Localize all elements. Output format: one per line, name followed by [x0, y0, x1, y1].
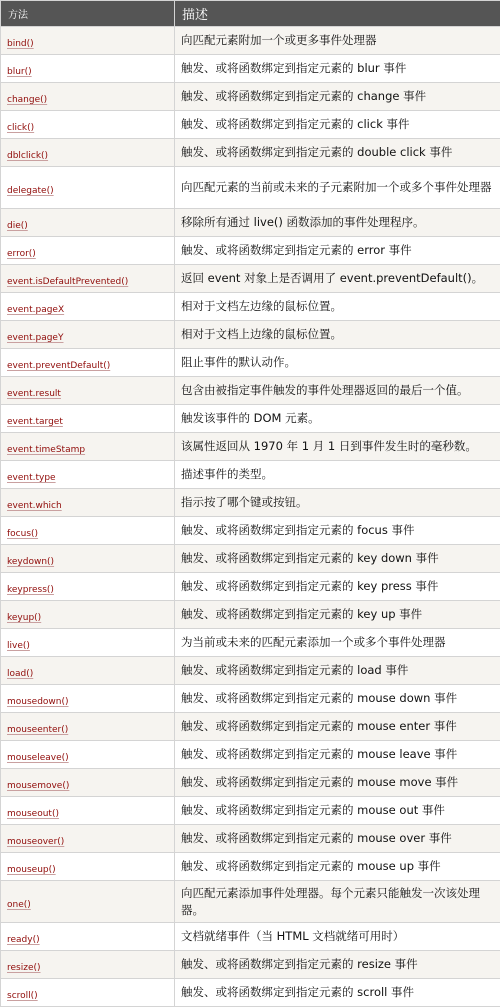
- method-link[interactable]: mousemove(): [7, 781, 69, 791]
- table-row: [1, 769, 500, 797]
- description-cell: 向匹配元素附加一个或更多事件处理器: [175, 27, 500, 55]
- table-row: [1, 629, 500, 657]
- method-link[interactable]: event.isDefaultPrevented(): [7, 277, 128, 287]
- method-link[interactable]: event.pageY: [7, 333, 63, 343]
- method-cell: [1, 951, 175, 979]
- method-link[interactable]: event.timeStamp: [7, 445, 85, 455]
- method-cell: [1, 657, 175, 685]
- table-row: [1, 741, 500, 769]
- method-cell: [1, 881, 175, 923]
- method-link[interactable]: mouseenter(): [7, 725, 68, 735]
- table-row: [1, 209, 500, 237]
- description-cell: 触发、或将函数绑定到指定元素的 mouse over 事件: [175, 825, 500, 853]
- table-row: [1, 83, 500, 111]
- method-link[interactable]: resize(): [7, 963, 41, 973]
- method-column-header: 方法: [1, 1, 175, 27]
- method-link[interactable]: one(): [7, 900, 31, 910]
- description-cell: 该属性返回从 1970 年 1 月 1 日到事件发生时的毫秒数。: [175, 433, 500, 461]
- method-link[interactable]: dblclick(): [7, 151, 48, 161]
- table-row: [1, 825, 500, 853]
- method-cell: [1, 321, 175, 349]
- method-cell: [1, 237, 175, 265]
- table-row: [1, 797, 500, 825]
- table-row: [1, 573, 500, 601]
- description-cell: 触发、或将函数绑定到指定元素的 load 事件: [175, 657, 500, 685]
- table-row: [1, 923, 500, 951]
- method-cell: [1, 405, 175, 433]
- method-link[interactable]: change(): [7, 95, 47, 105]
- method-cell: [1, 769, 175, 797]
- method-link[interactable]: event.which: [7, 501, 62, 511]
- method-cell: [1, 825, 175, 853]
- table-row: [1, 111, 500, 139]
- description-cell: 相对于文档左边缘的鼠标位置。: [175, 293, 500, 321]
- method-link[interactable]: keypress(): [7, 585, 54, 595]
- method-link[interactable]: bind(): [7, 39, 34, 49]
- table-row: [1, 881, 500, 923]
- description-cell: 触发、或将函数绑定到指定元素的 change 事件: [175, 83, 500, 111]
- description-cell: 文档就绪事件（当 HTML 文档就绪可用时）: [175, 923, 500, 951]
- method-cell: [1, 83, 175, 111]
- method-cell: [1, 517, 175, 545]
- method-cell: [1, 139, 175, 167]
- description-cell: 触发、或将函数绑定到指定元素的 key down 事件: [175, 545, 500, 573]
- description-cell: 触发、或将函数绑定到指定元素的 mouse down 事件: [175, 685, 500, 713]
- method-link[interactable]: live(): [7, 641, 30, 651]
- table-row: [1, 377, 500, 405]
- table-row: [1, 27, 500, 55]
- table-body: [1, 27, 500, 1007]
- description-cell: 返回 event 对象上是否调用了 event.preventDefault()。: [175, 265, 500, 293]
- method-cell: [1, 601, 175, 629]
- description-cell: 触发、或将函数绑定到指定元素的 mouse enter 事件: [175, 713, 500, 741]
- method-cell: [1, 923, 175, 951]
- description-cell: 触发、或将函数绑定到指定元素的 key press 事件: [175, 573, 500, 601]
- method-link[interactable]: mousedown(): [7, 697, 69, 707]
- method-cell: [1, 27, 175, 55]
- method-link[interactable]: focus(): [7, 529, 38, 539]
- method-cell: [1, 741, 175, 769]
- description-cell: 触发、或将函数绑定到指定元素的 mouse move 事件: [175, 769, 500, 797]
- table-row: [1, 139, 500, 167]
- method-cell: [1, 167, 175, 209]
- method-link[interactable]: event.preventDefault(): [7, 361, 110, 371]
- description-cell: 触发、或将函数绑定到指定元素的 mouse up 事件: [175, 853, 500, 881]
- description-cell: 触发该事件的 DOM 元素。: [175, 405, 500, 433]
- method-link[interactable]: ready(): [7, 935, 40, 945]
- description-cell: 触发、或将函数绑定到指定元素的 blur 事件: [175, 55, 500, 83]
- description-cell: 触发、或将函数绑定到指定元素的 resize 事件: [175, 951, 500, 979]
- method-link[interactable]: error(): [7, 249, 36, 259]
- method-cell: [1, 853, 175, 881]
- method-cell: [1, 685, 175, 713]
- description-cell: 触发、或将函数绑定到指定元素的 scroll 事件: [175, 979, 500, 1007]
- table-row: [1, 489, 500, 517]
- method-cell: [1, 377, 175, 405]
- method-link[interactable]: event.pageX: [7, 305, 64, 315]
- table-row: [1, 405, 500, 433]
- description-cell: 触发、或将函数绑定到指定元素的 double click 事件: [175, 139, 500, 167]
- method-link[interactable]: load(): [7, 669, 33, 679]
- method-cell: [1, 349, 175, 377]
- method-cell: [1, 461, 175, 489]
- table-row: [1, 657, 500, 685]
- description-cell: 触发、或将函数绑定到指定元素的 focus 事件: [175, 517, 500, 545]
- description-cell: 触发、或将函数绑定到指定元素的 mouse leave 事件: [175, 741, 500, 769]
- description-cell: 为当前或未来的匹配元素添加一个或多个事件处理器: [175, 629, 500, 657]
- table-row: [1, 237, 500, 265]
- description-cell: 移除所有通过 live() 函数添加的事件处理程序。: [175, 209, 500, 237]
- table-row: [1, 167, 500, 209]
- method-link[interactable]: delegate(): [7, 186, 54, 196]
- table-row: [1, 55, 500, 83]
- method-link[interactable]: keyup(): [7, 613, 41, 623]
- method-link[interactable]: die(): [7, 221, 28, 231]
- method-link[interactable]: keydown(): [7, 557, 54, 567]
- method-cell: [1, 111, 175, 139]
- table-row: [1, 685, 500, 713]
- table-row: [1, 293, 500, 321]
- method-link[interactable]: click(): [7, 123, 34, 133]
- table-header-row: [1, 1, 500, 27]
- method-link[interactable]: event.target: [7, 417, 63, 427]
- table-row: [1, 461, 500, 489]
- description-cell: 包含由被指定事件触发的事件处理器返回的最后一个值。: [175, 377, 500, 405]
- method-link[interactable]: mouseleave(): [7, 753, 69, 763]
- method-cell: [1, 545, 175, 573]
- method-cell: [1, 433, 175, 461]
- table-row: [1, 951, 500, 979]
- description-cell: 触发、或将函数绑定到指定元素的 error 事件: [175, 237, 500, 265]
- method-link[interactable]: event.result: [7, 389, 61, 399]
- method-link[interactable]: blur(): [7, 67, 32, 77]
- method-cell: [1, 629, 175, 657]
- method-cell: [1, 209, 175, 237]
- method-cell: [1, 797, 175, 825]
- description-cell: 向匹配元素添加事件处理器。每个元素只能触发一次该处理器。: [175, 881, 500, 923]
- table-row: [1, 853, 500, 881]
- method-cell: [1, 265, 175, 293]
- description-cell: 触发、或将函数绑定到指定元素的 mouse out 事件: [175, 797, 500, 825]
- method-cell: [1, 573, 175, 601]
- method-cell: [1, 489, 175, 517]
- description-cell: 向匹配元素的当前或未来的子元素附加一个或多个事件处理器: [175, 167, 500, 209]
- table-row: [1, 265, 500, 293]
- table-row: [1, 517, 500, 545]
- table-row: [1, 713, 500, 741]
- method-link[interactable]: mouseout(): [7, 809, 59, 819]
- table-row: [1, 433, 500, 461]
- description-cell: 相对于文档上边缘的鼠标位置。: [175, 321, 500, 349]
- method-link[interactable]: mouseup(): [7, 865, 56, 875]
- table-row: [1, 349, 500, 377]
- description-column-header: 描述: [175, 1, 500, 27]
- method-link[interactable]: mouseover(): [7, 837, 64, 847]
- method-cell: [1, 293, 175, 321]
- method-link[interactable]: event.type: [7, 473, 56, 483]
- method-cell: [1, 979, 175, 1007]
- method-cell: [1, 55, 175, 83]
- method-link[interactable]: scroll(): [7, 991, 38, 1001]
- description-cell: 描述事件的类型。: [175, 461, 500, 489]
- description-cell: 阻止事件的默认动作。: [175, 349, 500, 377]
- table-row: [1, 601, 500, 629]
- table-row: [1, 321, 500, 349]
- description-cell: 触发、或将函数绑定到指定元素的 key up 事件: [175, 601, 500, 629]
- method-cell: [1, 713, 175, 741]
- table-row: [1, 979, 500, 1007]
- description-cell: 指示按了哪个键或按钮。: [175, 489, 500, 517]
- table-row: [1, 545, 500, 573]
- description-cell: 触发、或将函数绑定到指定元素的 click 事件: [175, 111, 500, 139]
